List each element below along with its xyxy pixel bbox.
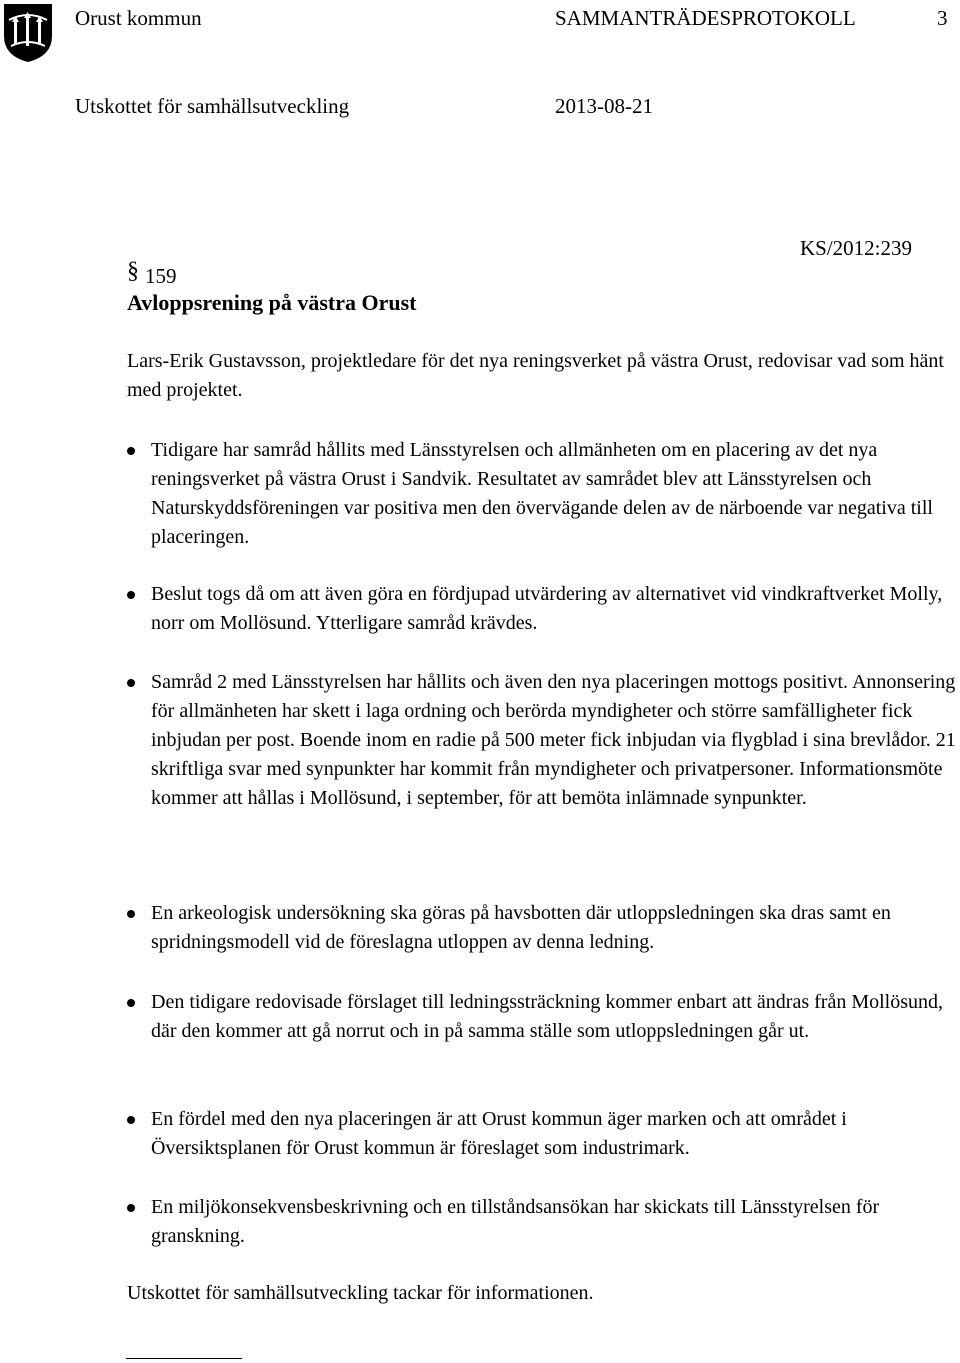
bullet-icon [127,1116,135,1124]
bullet-icon [127,679,135,687]
section-symbol: § [127,258,139,284]
bullet-icon [127,447,135,455]
list-item [127,436,960,552]
signature-line [126,1358,242,1359]
list-item-text: Tidigare har samråd hållits med Länsstyrelsen och allmänheten om en placering av det nya reningsverket på västra Orust i Sandvik. Resultatet av samrådet blev att Länsstyrelsen och Naturskyddsföreningen var positiva men den övervägande delen av de närboende var negativa till placeringen. [151,439,933,548]
list-item-text: En miljökonsekvensbeskrivning och en tillståndsansökan har skickats till Länsstyrelsen för granskning. [151,1196,880,1247]
page-number: 3 [937,6,948,30]
list-item-text: En fördel med den nya placeringen är att Orust kommun äger marken och att området i Översiktsplanen för Orust kommun är föreslaget som industrimark. [151,1108,847,1159]
list-item [127,668,960,813]
intro-paragraph: Lars-Erik Gustavsson, projektledare för det nya reningsverket på västra Orust, redovisar vad som hänt med projektet. [127,350,944,401]
bullet-icon [127,999,135,1007]
closing-statement: Utskottet för samhällsutveckling tackar för informationen. [127,1282,594,1304]
list-item [127,988,960,1046]
committee-name: Utskottet för samhällsutveckling [75,94,350,118]
section-number: 159 [145,264,177,288]
list-item-text: Samråd 2 med Länsstyrelsen har hållits och även den nya placeringen mottogs positivt. Annonsering för allmänheten har skett i laga ordning och berörda myndigheter och större samfälligheter fick inbjudan per post. Boende inom en radie på 500 meter fick inbjudan via flygblad i sina brevlådor. 21 skriftliga svar med synpunkter har kommit från myndigheter och privatpersoner. Informationsmöte kommer att hållas i Mollösund, i september, för att bemöta inlämnade synpunkter. [151,671,956,809]
list-item [127,1193,960,1251]
section-title: Avloppsrening på västra Orust [127,290,417,315]
meeting-date: 2013-08-21 [555,94,653,118]
document-type: SAMMANTRÄDESPROTOKOLL [555,6,856,30]
list-item [127,1105,960,1163]
list-item-text: En arkeologisk undersökning ska göras på havsbotten där utloppsledningen ska dras samt en spridningsmodell vid de föreslagna utloppen av denna ledning. [151,902,891,953]
bullet-icon [127,1204,135,1212]
list-item-text: Beslut togs då om att även göra en fördjupad utvärdering av alternativet vid vindkraftverket Molly, norr om Mollösund. Ytterligare samråd krävdes. [151,583,943,634]
list-item-text: Den tidigare redovisade förslaget till ledningssträckning kommer enbart att ändras från Mollösund, där den kommer att gå norrut och in på samma ställe som utloppsledningen går ut. [151,991,944,1042]
municipality-name: Orust kommun [75,6,202,30]
list-item [127,899,960,957]
bullet-icon [127,591,135,599]
bullet-icon [127,910,135,918]
municipality-logo [2,2,54,64]
list-item [127,580,960,638]
case-reference: KS/2012:239 [800,236,913,260]
